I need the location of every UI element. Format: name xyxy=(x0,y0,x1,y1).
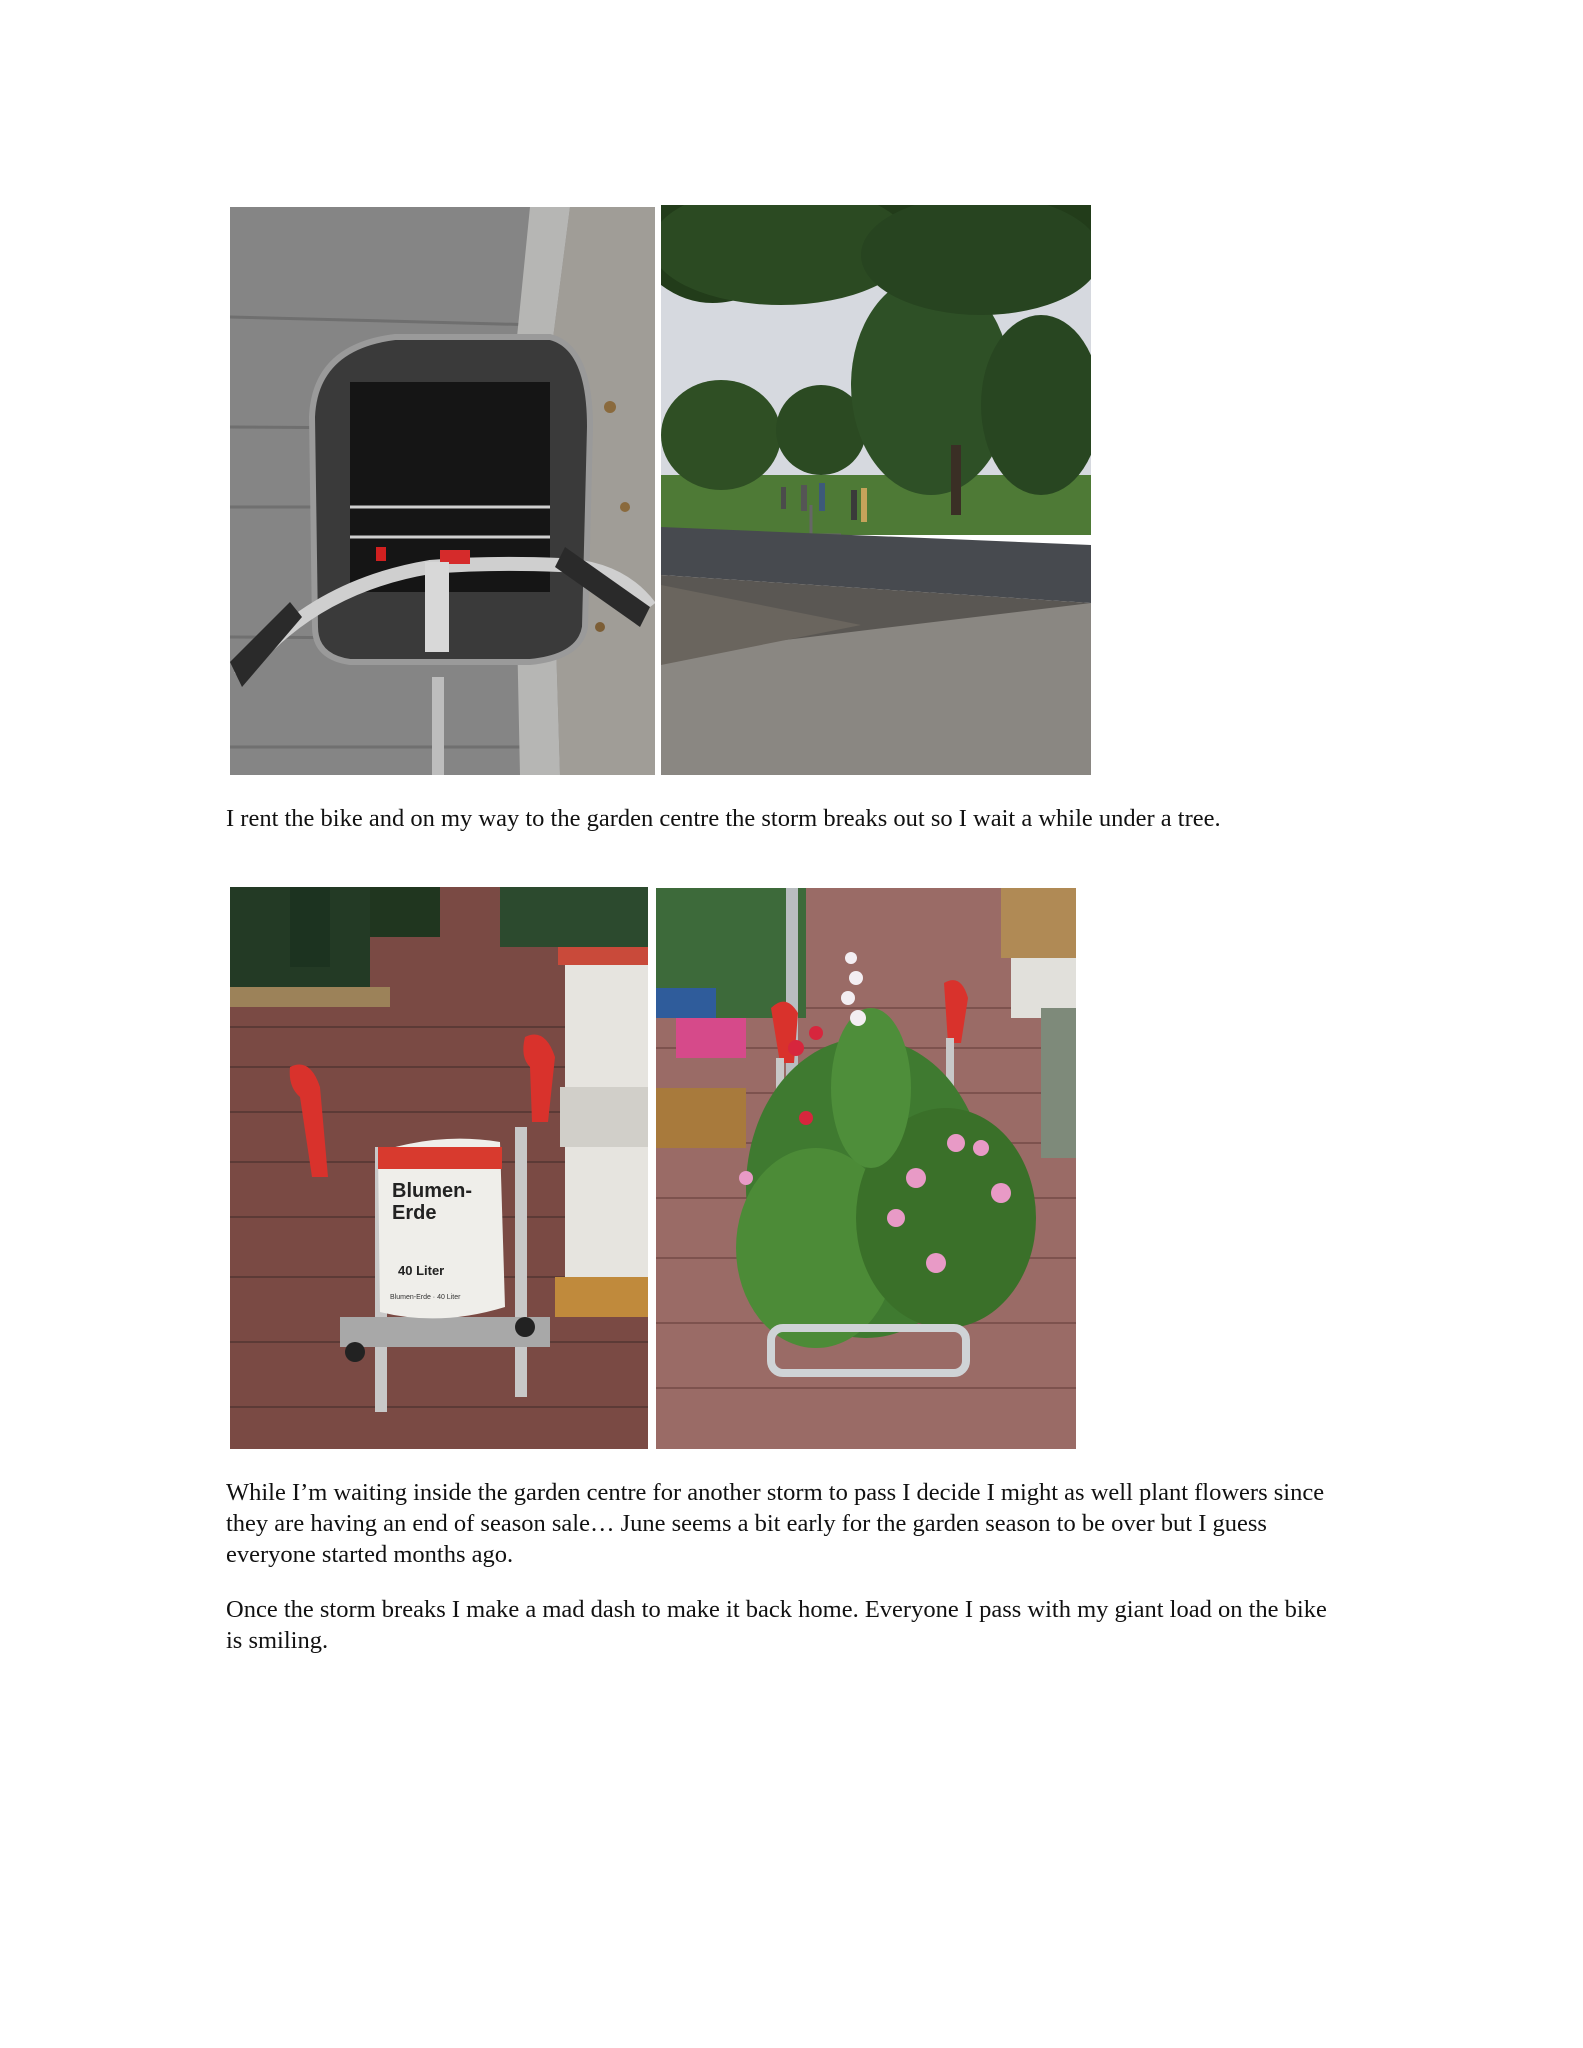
bag-text-2: Erde xyxy=(392,1202,437,1224)
bag-text-3: 40 Liter xyxy=(398,1263,445,1278)
bag-text-4: Blumen-Erde · 40 Liter xyxy=(390,1294,461,1301)
photo-trolley-flowers xyxy=(656,888,1076,1449)
photo-park-tree xyxy=(661,205,1091,775)
caption-paragraph-3: Once the storm breaks I make a mad dash to make it back home. Everyone I pass with my giant load on the bike is smiling. xyxy=(226,1596,1327,1654)
photo-trolley-soil xyxy=(230,887,652,1449)
photo-bike-basket xyxy=(230,207,655,775)
bag-text-1: Blumen- xyxy=(392,1180,472,1202)
caption-paragraph-2: While I’m waiting inside the garden centre for another storm to pass I decide I might as well plant flowers since they are having an end of season sale… June seems a bit early for the garden season to be over but I guess everyone started months ago. xyxy=(226,1479,1325,1568)
caption-paragraph-1: I rent the bike and on my way to the garden centre the storm breaks out so I wait a while under a tree. xyxy=(226,805,1221,832)
